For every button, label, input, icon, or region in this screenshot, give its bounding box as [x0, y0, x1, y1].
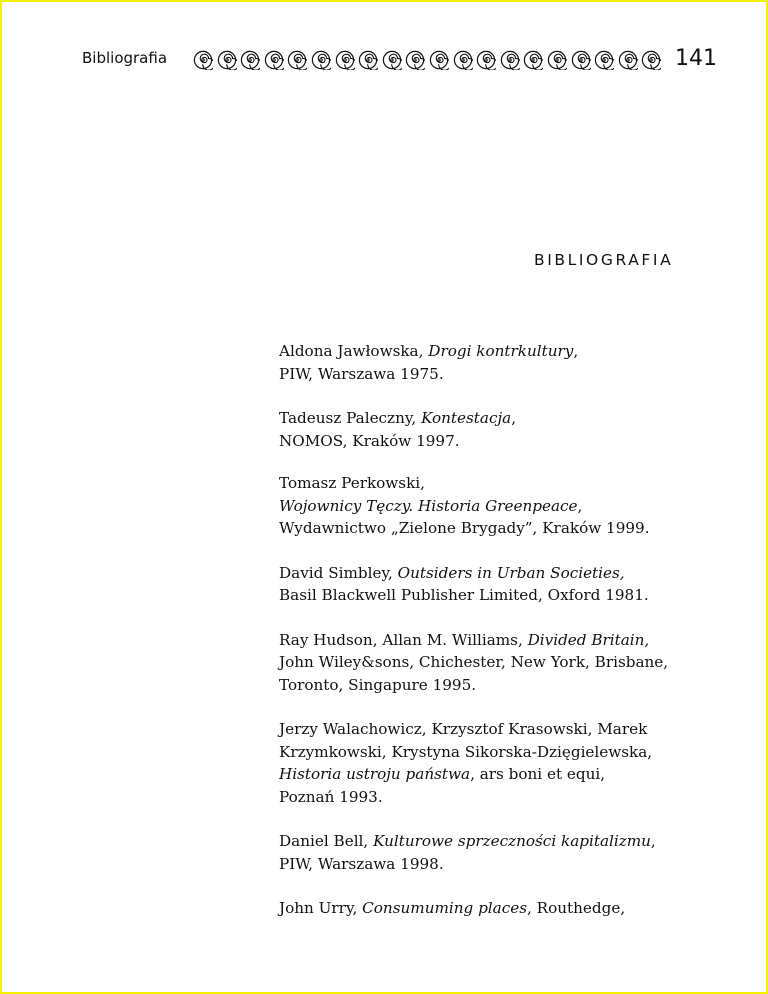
entry-text: Poznań 1993.	[279, 787, 383, 806]
section-title: BIBLIOGRAFIA	[534, 251, 674, 269]
spiral-icon	[523, 50, 543, 70]
entry-text: Ray Hudson, Allan M. Williams,	[279, 630, 528, 649]
spiral-icon	[405, 50, 425, 70]
entry-title-italic: Outsiders in Urban Societies,	[397, 563, 625, 582]
spiral-icon	[500, 50, 520, 70]
spiral-icon	[547, 50, 567, 70]
entry-text: PIW, Warszawa 1998.	[279, 854, 444, 873]
entry-text: John Wiley&sons, Chichester, New York, Brisbane,	[279, 653, 669, 671]
entry-line	[279, 363, 719, 386]
entry-text: Aldona Jawłowska,	[279, 342, 429, 360]
entry-title-italic: Kulturowe sprzeczności kapitalizmu	[373, 832, 651, 850]
bibliography-entry	[279, 340, 719, 385]
bibliography-entry	[279, 562, 719, 607]
entry-text: ,	[573, 342, 579, 360]
entry-text: Jerzy Walachowicz, Krzysztof Krasowski, Marek	[279, 720, 648, 738]
spiral-icon	[193, 50, 213, 70]
bibliography-entry	[279, 407, 719, 452]
entry-title-italic: Drogi kontrkultury	[428, 342, 574, 360]
entry-line	[279, 830, 719, 853]
spiral-icon	[453, 50, 473, 70]
spiral-icon	[217, 50, 237, 70]
entry-title-italic: Historia ustroju państwa	[279, 765, 471, 783]
entry-text: John Urry,	[279, 899, 363, 917]
bibliography-list	[279, 340, 719, 942]
entry-text: Tomasz Perkowski,	[279, 474, 425, 492]
entry-line	[279, 340, 719, 363]
entry-text: ,	[650, 832, 656, 850]
spiral-icon	[240, 50, 260, 70]
entry-text: Krzymkowski, Krystyna Sikorska-Dzięgielewska,	[279, 742, 653, 761]
entry-line	[279, 430, 719, 453]
spiral-icon	[476, 50, 496, 70]
spiral-icon	[618, 50, 638, 70]
bibliography-entry	[279, 472, 719, 540]
page-number: 141	[675, 46, 717, 71]
entry-text: David Simbley,	[279, 563, 398, 582]
entry-line	[279, 741, 719, 764]
entry-text: Wydawnictwo „Zielone Brygady”, Kraków 1999.	[279, 519, 650, 537]
entry-title-italic: Kontestacja	[421, 409, 512, 427]
entry-line	[279, 718, 719, 741]
entry-line	[279, 897, 719, 920]
entry-title-italic: Wojownicy Tęczy. Historia Greenpeace	[279, 496, 578, 515]
entry-text: Basil Blackwell Publisher Limited, Oxford 1981.	[279, 586, 649, 604]
entry-text: , ars boni et equi,	[470, 765, 606, 783]
entry-title-italic: Divided Britain,	[527, 630, 650, 649]
spiral-icon	[358, 50, 378, 70]
entry-text: NOMOS, Kraków 1997.	[279, 431, 460, 450]
spiral-icon	[264, 50, 284, 70]
entry-title-italic: Consumuming places	[362, 899, 527, 917]
entry-line	[279, 407, 719, 430]
entry-line	[279, 472, 719, 495]
bibliography-entry	[279, 629, 719, 697]
entry-line	[279, 562, 719, 585]
entry-text: PIW, Warszawa 1975.	[279, 364, 444, 383]
entry-line	[279, 674, 719, 697]
entry-text: Toronto, Singapure 1995.	[279, 675, 477, 694]
bibliography-entry	[279, 897, 719, 920]
spiral-icon	[594, 50, 614, 70]
bibliography-entry	[279, 718, 719, 808]
spiral-icon	[571, 50, 591, 70]
entry-text: Daniel Bell,	[279, 832, 374, 850]
entry-line	[279, 853, 719, 876]
running-header-label: Bibliografia	[82, 49, 168, 67]
entry-text: ,	[511, 409, 517, 427]
entry-line	[279, 763, 719, 786]
entry-line	[279, 584, 719, 607]
spiral-icon	[335, 50, 355, 70]
bibliography-entry	[279, 830, 719, 875]
entry-line	[279, 651, 719, 674]
entry-line	[279, 629, 719, 652]
spiral-icon	[287, 50, 307, 70]
spiral-icon	[311, 50, 331, 70]
spiral-icon	[429, 50, 449, 70]
entry-text: Tadeusz Paleczny,	[279, 409, 422, 427]
spiral-icon	[641, 50, 661, 70]
header-ornament-row	[193, 50, 661, 70]
entry-line	[279, 517, 719, 540]
entry-line	[279, 786, 719, 809]
entry-line	[279, 495, 719, 518]
spiral-icon	[382, 50, 402, 70]
entry-text: , Routhedge,	[527, 899, 626, 917]
entry-text: ,	[577, 496, 583, 515]
